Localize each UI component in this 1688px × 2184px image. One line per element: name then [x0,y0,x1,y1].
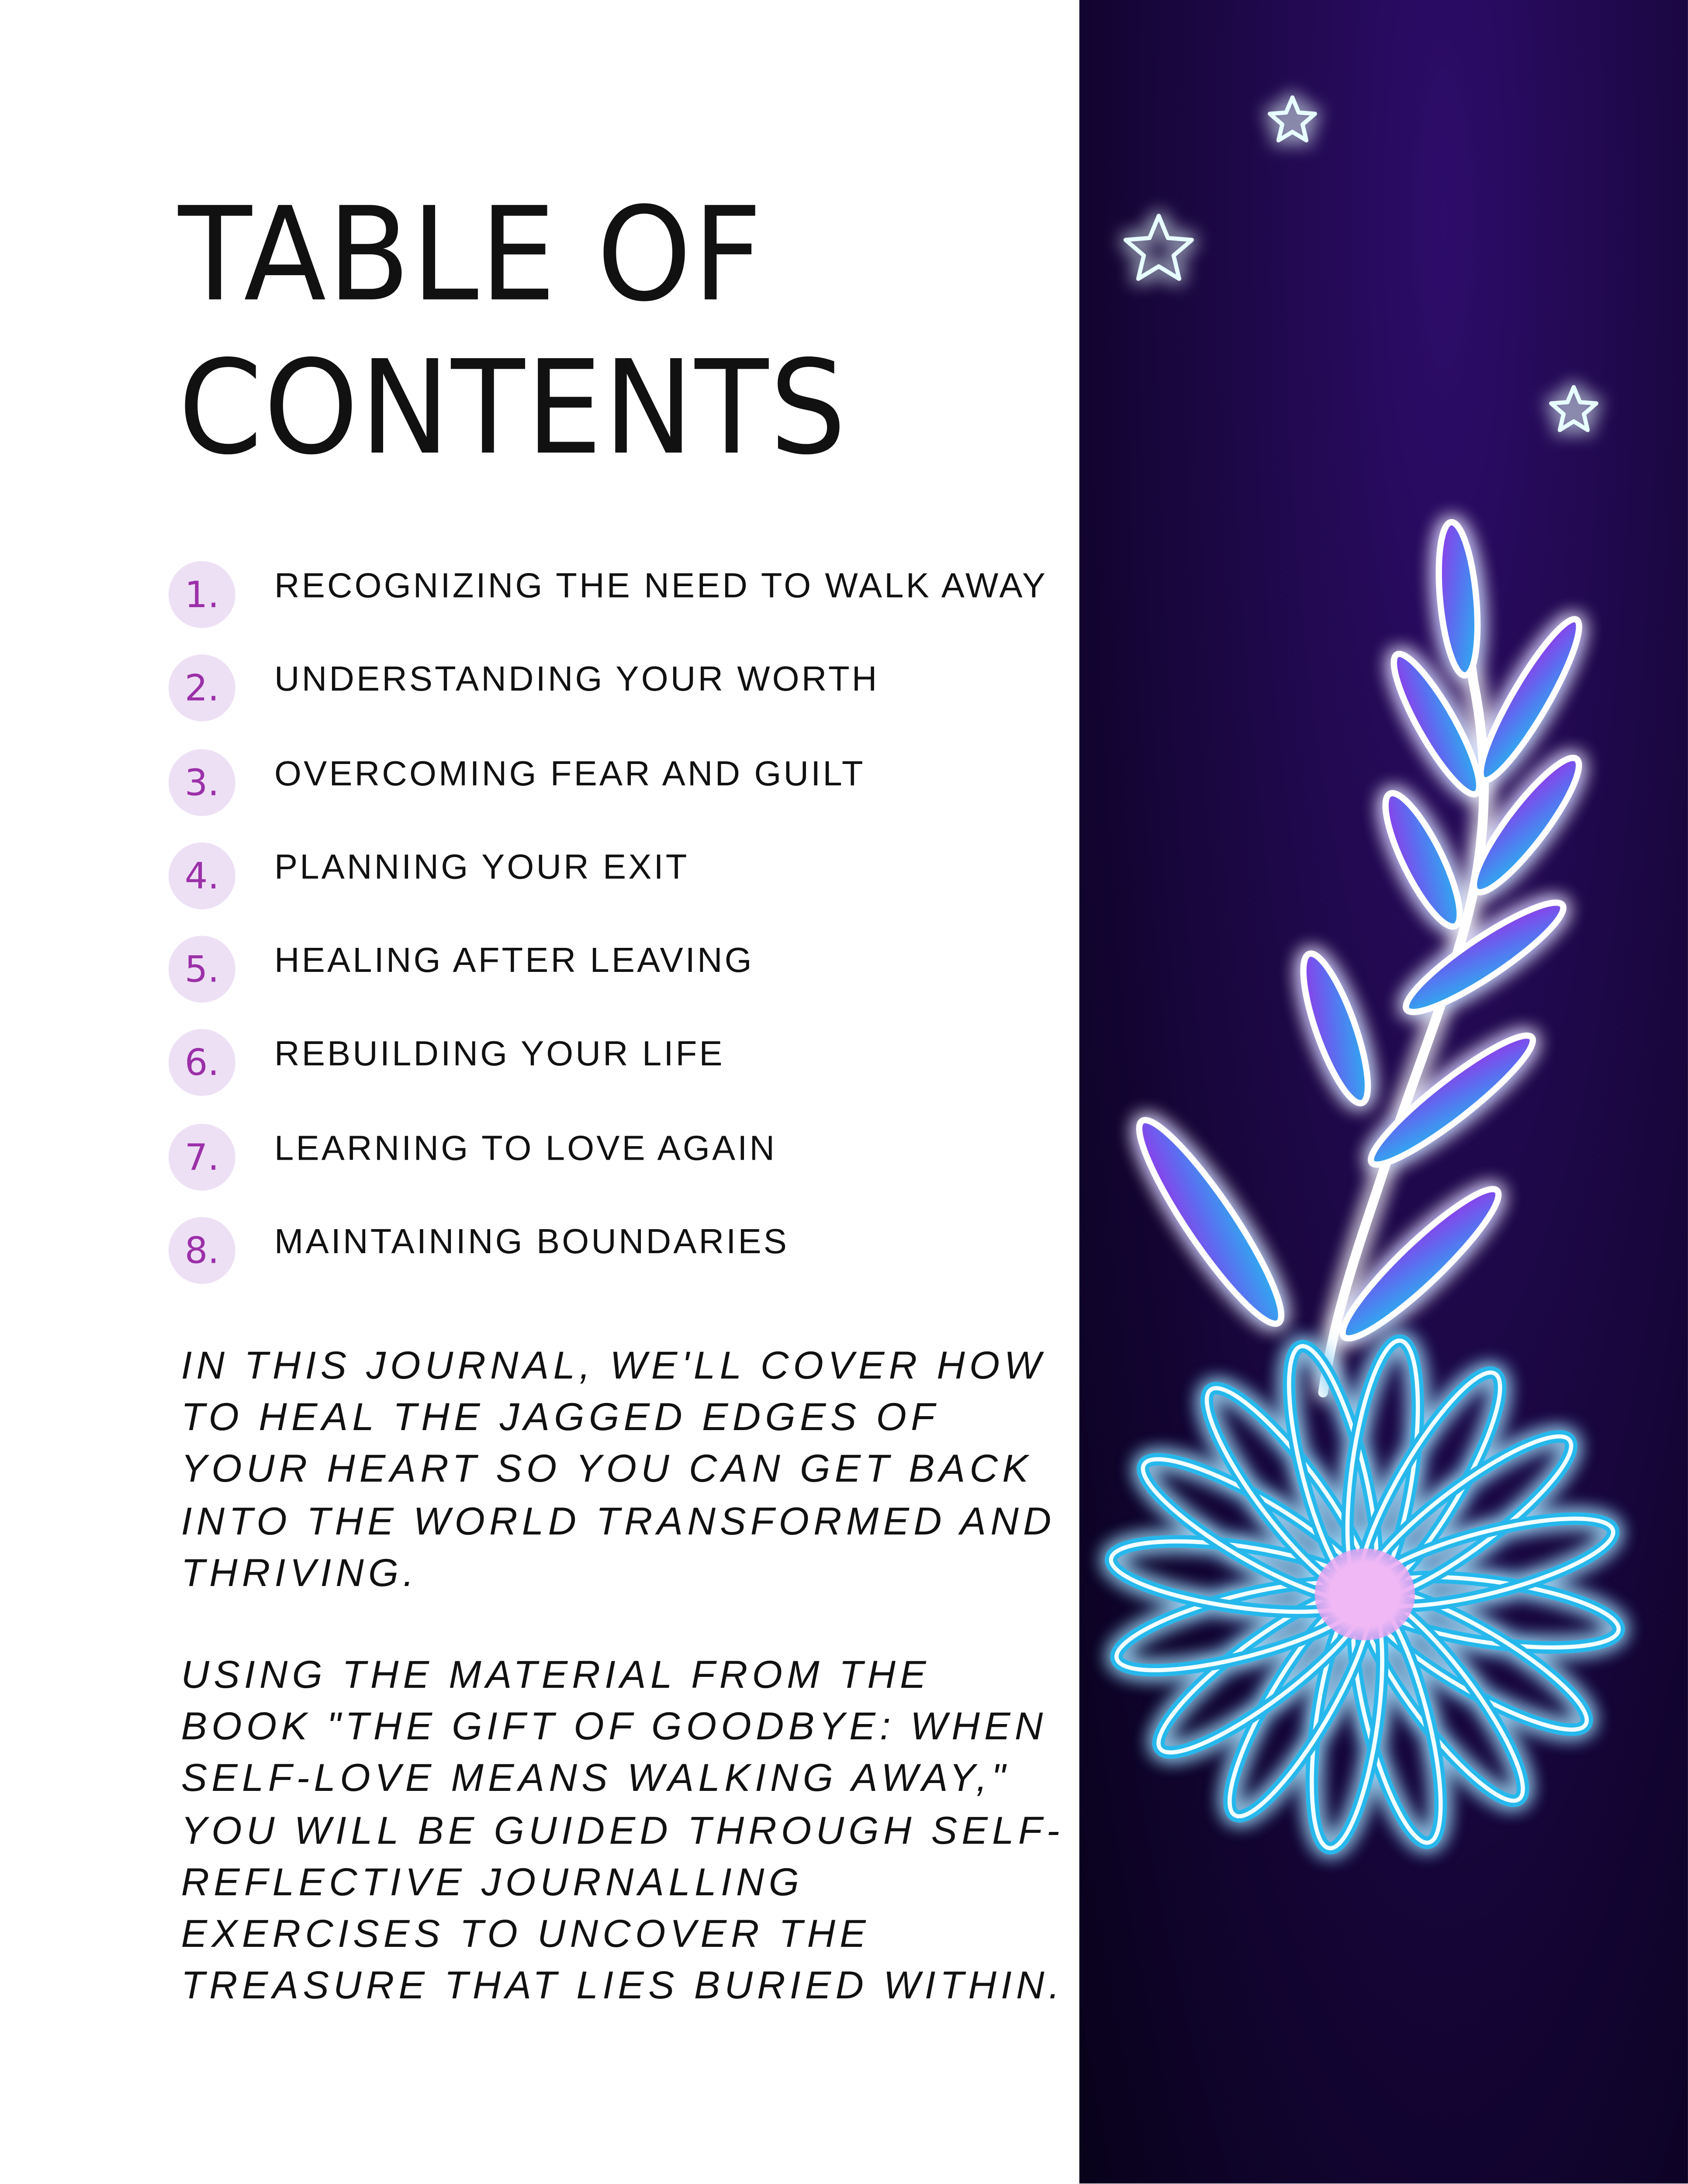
leaf [1360,1022,1544,1178]
star-icon [1126,216,1192,279]
page-title [178,178,847,484]
leaf [1373,785,1473,934]
toc-number-badge: 2. [169,655,235,722]
toc-label: OVERCOMING FEAR AND GUILT [274,754,865,793]
leaf [1122,1108,1298,1336]
star-icon [1551,387,1596,430]
illustration-panel [1079,0,1688,2184]
leaf [1291,947,1380,1109]
toc-number-badge: 3. [169,749,235,816]
neon-daisy [1107,1337,1623,1852]
leaf [1396,889,1574,1026]
intro-paragraph: IN THIS JOURNAL, WE'LL COVER HOW TO HEAL THE JAGGED EDGES OF YOUR HEART SO YOU CAN GET BACK INTO THE WORLD TRANSFORMED AND THRIVING. [181,1344,1056,1594]
toc-label: REBUILDING YOUR LIFE [274,1035,725,1075]
toc-label: LEARNING TO LOVE AGAIN [274,1129,777,1168]
flower-center [1314,1548,1415,1640]
star-icon [1270,97,1315,140]
toc-label: HEALING AFTER LEAVING [274,941,754,981]
toc-label: MAINTAINING BOUNDARIES [274,1223,789,1262]
toc-label: RECOGNIZING THE NEED TO WALK AWAY [274,567,1048,606]
toc-label: UNDERSTANDING YOUR WORTH [274,660,879,700]
toc-number-badge: 6. [169,1030,235,1096]
toc-number-badge: 7. [169,1123,235,1190]
neon-illustration [1079,0,1688,2184]
toc-label: PLANNING YOUR EXIT [274,848,689,887]
leaf [1433,521,1483,677]
title-line-1: TABLE OF [178,180,764,330]
neon-leaf-branch [1122,521,1592,1393]
source-paragraph: USING THE MATERIAL FROM THE BOOK "THE GIFT OF GOODBYE: WHEN SELF-LOVE MEANS WALKING AWAY," YOU WILL BE GUIDED THROUGH SELF-REFLECTIVE JOURNALLING EXERCISES TO UNCOVER THE TREASURE THAT LIES BURIED WITHIN. [181,1653,1064,2007]
title-line-2: CONTENTS [178,332,847,484]
toc-number-badge: 8. [169,1217,235,1284]
toc-number-badge: 5. [169,936,235,1003]
toc-number-badge: 1. [169,561,235,628]
toc-number-badge: 4. [169,842,235,909]
stars [1126,97,1597,430]
